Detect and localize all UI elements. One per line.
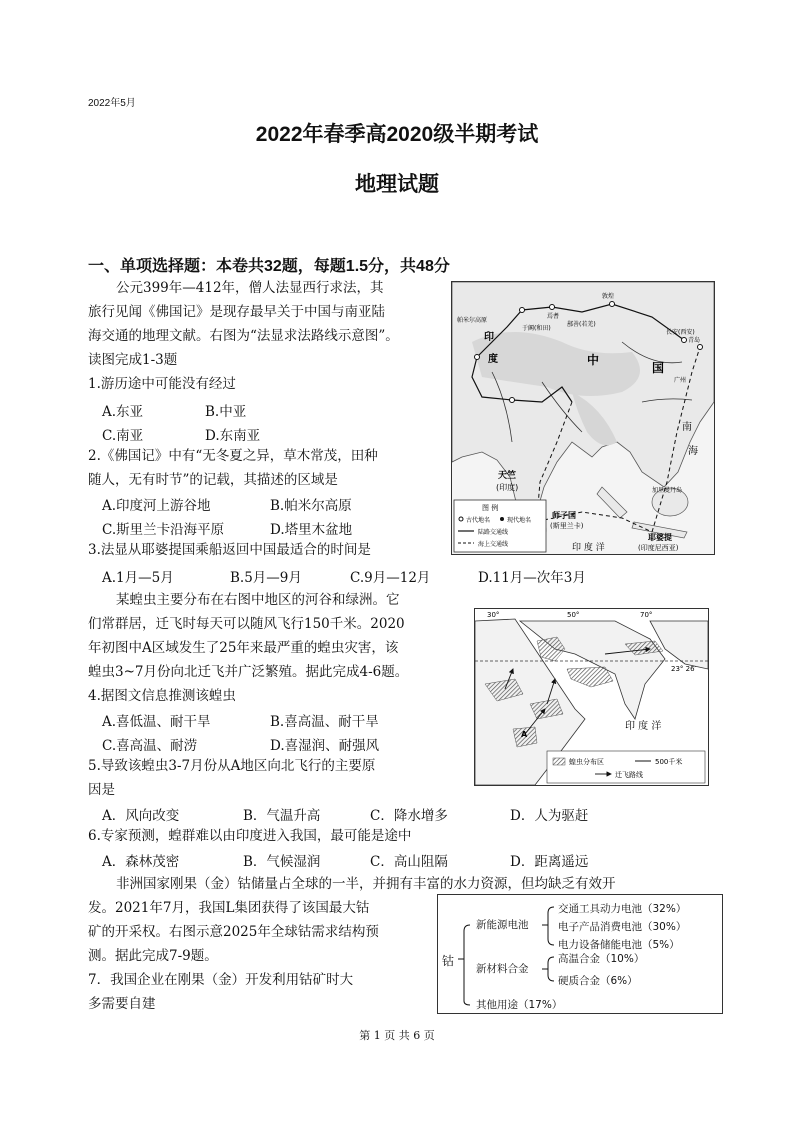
q1-option-a[interactable]: A.东亚 — [102, 404, 144, 420]
tree-cat-label: 其他用途 — [476, 999, 518, 1011]
label-zhong: 中 — [587, 353, 600, 367]
tree-item-value: （10%） — [600, 953, 645, 965]
q7-stem-line1: 7．我国企业在刚果（金）开发利用钴矿时大 — [88, 972, 354, 988]
passage2-line1: 某蝗虫主要分布在右图中地区的河谷和绿洲。它 — [116, 592, 400, 608]
tree-item-value: （30%） — [642, 921, 687, 933]
label-kalimantan: 加里曼丹岛 — [652, 487, 683, 494]
passage3-line1: 非洲国家刚果（金）钴储量占全球的一半，并拥有丰富的水力资源，但均缺乏有效开 — [116, 876, 616, 892]
tree-cat-value: （17%） — [518, 999, 563, 1011]
q6-option-a[interactable]: A．森林茂密 — [102, 854, 180, 870]
q6-option-b[interactable]: B．气候湿润 — [243, 854, 321, 870]
tropic-label: 23° 26′ — [671, 665, 697, 673]
label-yanqi: 焉耆 — [547, 313, 560, 320]
lon-label-30: 30° — [487, 611, 500, 619]
label-nanhai-a: 南 — [682, 422, 692, 433]
tree-item-label: 高温合金 — [558, 953, 600, 965]
ocean-label: 印 度 洋 — [625, 721, 662, 732]
label-nanhai-b: 海 — [688, 446, 698, 457]
label-pamir: 帕米尔高原 — [457, 317, 488, 324]
legend-ancient: 古代地名 — [466, 517, 491, 524]
label-shiziguo-a: 师子国 — [552, 511, 576, 520]
q3-stem: 3.法显从耶婆提国乘船返回中国最适合的时间是 — [88, 542, 371, 558]
passage2-line4: 蝗虫3~7月份向北迁飞并广泛繁殖。据此完成4-6题。 — [88, 664, 409, 680]
faxian-route-map — [451, 281, 715, 555]
q3-option-a[interactable]: A.1月—5月 — [102, 570, 174, 586]
legend-modern: 现代地名 — [507, 517, 532, 524]
legend-locust-area: 蝗虫分布区 — [569, 758, 604, 766]
exam-date: 2022年5月 — [88, 98, 136, 109]
q3-option-c[interactable]: C.9月—12月 — [350, 570, 431, 586]
legend-sea-route: 海上交通线 — [478, 541, 509, 548]
passage3-line2: 发。2021年7月，我国L集团获得了该国最大钴 — [88, 900, 370, 916]
legend-land-route: 陆路交通线 — [478, 529, 509, 536]
tree-item-value: （6%） — [600, 975, 638, 987]
q1-option-b[interactable]: B.中亚 — [205, 404, 247, 420]
q4-stem: 4.据图文信息推测该蝗虫 — [88, 688, 236, 704]
label-dunhuang: 敦煌 — [602, 293, 615, 300]
tree-item-label: 交通工具动力电池 — [558, 903, 642, 915]
area-a-label: A — [521, 730, 528, 739]
faxian-map-svg — [452, 282, 714, 554]
label-yapoti-a: 耶婆提 — [648, 533, 672, 542]
tree-cat-new-material-alloy: 新材料合金 — [476, 963, 529, 975]
q2-option-c[interactable]: C.斯里兰卡沿海平原 — [102, 522, 225, 538]
label-qingdao: 青岛 — [688, 337, 701, 344]
locust-map-svg — [475, 609, 708, 785]
exam-subtitle: 地理试题 — [355, 173, 439, 196]
label-shanshan: 鄯善(若羌) — [567, 321, 596, 328]
tree-item-label: 硬质合金 — [558, 975, 600, 987]
label-india-b: 度 — [488, 354, 498, 365]
q4-option-a[interactable]: A.喜低温、耐干旱 — [102, 714, 211, 730]
passage1-line1: 公元399年—412年，僧人法显西行求法，其 — [116, 280, 384, 296]
passage2-line2: 们常群居，迁飞时每天可以随风飞行150千米。2020 — [88, 616, 405, 632]
tree-cat-new-energy-battery: 新能源电池 — [476, 919, 529, 931]
lon-label-50: 50° — [567, 611, 580, 619]
locust-map — [474, 608, 709, 786]
passage1-line2: 旅行见闻《佛国记》是现存最早关于中国与南亚陆 — [88, 304, 385, 320]
q5-stem-line2: 因是 — [88, 782, 115, 798]
q6-option-c[interactable]: C．高山阻隔 — [370, 854, 448, 870]
passage2-line3: 年初图中A区域发生了25年来最严重的蝗虫灾害，该 — [88, 640, 399, 656]
tree-item-vehicle-battery — [558, 901, 686, 916]
q3-option-b[interactable]: B.5月—9月 — [230, 570, 302, 586]
q6-option-d[interactable]: D．距离遥远 — [510, 854, 589, 870]
legend-scale: 500千米 — [655, 758, 683, 766]
exam-title: 2022年春季高2020级半期考试 — [255, 123, 539, 146]
legend-title: 图 例 — [482, 504, 499, 512]
tree-item-hard-alloy — [558, 973, 638, 988]
tree-item-label: 电力设备储能电池 — [558, 939, 642, 951]
passage3-line4: 测。据此完成7-9题。 — [88, 948, 218, 964]
page-footer: 第 1 页 共 6 页 — [359, 1029, 435, 1042]
tree-root-cobalt: 钴 — [442, 954, 455, 968]
label-yapoti-b: (印度尼西亚) — [638, 544, 679, 552]
q2-stem-line1: 2.《佛国记》中有“无冬夏之异，草木常茂，田种 — [88, 448, 378, 464]
tree-item-consumer-battery — [558, 919, 686, 934]
label-yutian: 于阗(和田) — [522, 325, 551, 332]
tree-cat-other-uses — [476, 997, 562, 1012]
label-changan: 长安(西安) — [666, 329, 695, 336]
label-indian-ocean: 印 度 洋 — [572, 543, 605, 553]
tree-item-superalloy — [558, 951, 644, 966]
label-guangzhou: 广州 — [674, 377, 687, 384]
tree-item-value: （32%） — [642, 903, 687, 915]
q2-stem-line2: 随人，无有时节”的记载，其描述的区域是 — [88, 472, 338, 488]
q4-option-b[interactable]: B.喜高温、耐干旱 — [270, 714, 379, 730]
passage3-line3: 矿的开采权。右图示意2025年全球钴需求结构预 — [88, 924, 379, 940]
q6-stem: 6.专家预测，蝗群难以由印度进入我国，最可能是途中 — [88, 828, 412, 844]
label-india-a: 印 — [484, 332, 494, 343]
tree-item-value: （5%） — [642, 939, 680, 951]
tree-item-label: 电子产品消费电池 — [558, 921, 642, 933]
q5-option-a[interactable]: A．风向改变 — [102, 808, 180, 824]
cobalt-demand-diagram — [437, 894, 723, 1014]
q2-option-d[interactable]: D.塔里木盆地 — [270, 522, 353, 538]
lon-label-70: 70° — [640, 611, 653, 619]
q5-option-b[interactable]: B．气温升高 — [243, 808, 321, 824]
q2-option-a[interactable]: A.印度河上游谷地 — [102, 498, 211, 514]
q7-stem-line2: 多需要自建 — [88, 996, 156, 1012]
q1-option-d[interactable]: D.东南亚 — [205, 428, 261, 444]
q4-option-c[interactable]: C.喜高温、耐涝 — [102, 738, 198, 754]
passage1-line3: 海交通的地理文献。右图为“法显求法路线示意图”。 — [88, 328, 399, 344]
legend-route: 迁飞路线 — [615, 771, 643, 779]
q3-option-d[interactable]: D.11月—次年3月 — [478, 570, 586, 586]
q2-option-b[interactable]: B.帕米尔高原 — [270, 498, 352, 514]
tree-item-storage-battery — [558, 937, 680, 952]
q5-option-d[interactable]: D．人为驱赶 — [510, 808, 589, 824]
passage1-line4: 读图完成1-3题 — [88, 352, 178, 368]
q5-stem-line1: 5.导致该蝗虫3-7月份从A地区向北飞行的主要原 — [88, 758, 376, 774]
q4-option-d[interactable]: D.喜湿润、耐强风 — [270, 738, 380, 754]
label-guo: 国 — [652, 361, 665, 375]
section-heading: 一、单项选择题：本卷共32题，每题1.5分，共48分 — [88, 258, 450, 275]
label-tianzhu-b: (印度) — [496, 483, 519, 492]
label-tianzhu-a: 天竺 — [498, 471, 517, 481]
label-shiziguo-b: (斯里兰卡) — [550, 522, 584, 530]
q1-stem: 1.游历途中可能没有经过 — [88, 376, 236, 392]
q1-option-c[interactable]: C.南亚 — [102, 428, 144, 444]
q5-option-c[interactable]: C．降水增多 — [370, 808, 448, 824]
